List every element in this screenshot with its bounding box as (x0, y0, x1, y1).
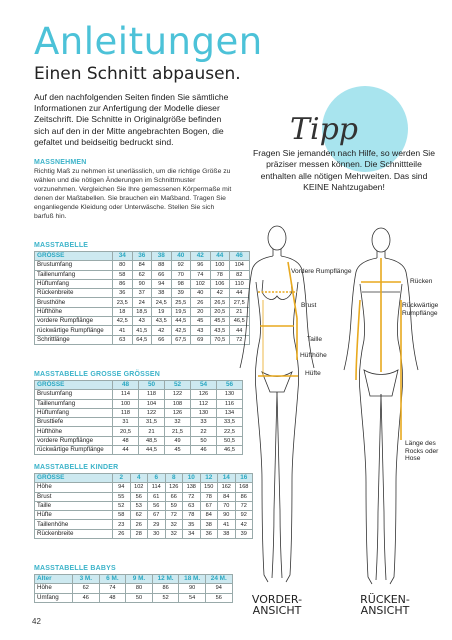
table-row (35, 427, 243, 436)
value-cell: 48 (113, 436, 139, 445)
value-cell: 44 (230, 326, 250, 335)
value-cell: 92 (171, 261, 191, 270)
value-cell: 38 (218, 529, 236, 538)
value-cell: 43,5 (210, 326, 230, 335)
value-cell: 46 (73, 593, 100, 602)
measurement-table (34, 574, 233, 603)
value-cell: 72 (183, 492, 201, 501)
value-cell: 84 (132, 261, 152, 270)
value-cell: 10 (183, 474, 201, 483)
row-label-cell: Hüfte (35, 511, 113, 520)
value-cell: 46,5 (217, 446, 243, 455)
value-cell: 66 (152, 335, 172, 344)
value-cell: 64,5 (132, 335, 152, 344)
table-header-row (35, 381, 243, 390)
value-cell: 80 (126, 584, 153, 593)
value-cell: 78 (200, 492, 218, 501)
front-view-label: VORDER-ANSICHT (251, 593, 303, 617)
value-cell: 62 (130, 511, 148, 520)
value-cell: 20 (191, 307, 211, 316)
value-cell: 44 (230, 289, 250, 298)
value-cell: 32 (165, 418, 191, 427)
value-cell: 36 (200, 529, 218, 538)
value-cell: 46 (230, 252, 250, 261)
value-cell: 42,5 (171, 326, 191, 335)
table-row (35, 501, 253, 510)
label-rueckwaertige-rumpflaenge: Rückwärtige Rumpflänge (402, 302, 439, 317)
value-cell: 67 (148, 511, 166, 520)
measurement-table (34, 251, 250, 345)
value-cell: 26 (191, 298, 211, 307)
value-cell: 18,5 (132, 307, 152, 316)
value-cell: 80 (113, 261, 133, 270)
label-taille: Taille (307, 336, 323, 343)
value-cell: 38 (152, 252, 172, 261)
value-cell: 138 (183, 483, 201, 492)
value-cell: 98 (171, 279, 191, 288)
value-cell: 69 (191, 335, 211, 344)
row-label-cell: vordere Rumpflänge (35, 436, 113, 445)
tipp-word: Tipp (290, 112, 359, 147)
value-cell: 114 (148, 483, 166, 492)
value-cell: 34 (183, 529, 201, 538)
value-cell: 42 (152, 326, 172, 335)
table-row (35, 436, 243, 445)
table-header-row (35, 575, 233, 584)
value-cell: 82 (230, 270, 250, 279)
value-cell: 22 (191, 427, 217, 436)
value-cell: 114 (113, 390, 139, 399)
value-cell: 33 (191, 418, 217, 427)
value-cell: 26 (130, 520, 148, 529)
value-cell: 56 (130, 492, 148, 501)
value-cell: 36 (132, 252, 152, 261)
value-cell: 55 (113, 492, 131, 501)
value-cell: 118 (139, 390, 165, 399)
table-heading: MASSTABELLE GROSSE GRÖSSEN (34, 371, 161, 378)
value-cell: 116 (217, 399, 243, 408)
row-label-cell: Brusthöhe (35, 298, 113, 307)
value-cell: 38 (152, 289, 172, 298)
value-cell: 33,5 (217, 418, 243, 427)
value-cell: 110 (230, 279, 250, 288)
value-cell: 42 (235, 520, 253, 529)
value-cell: 42 (210, 289, 230, 298)
table-header-row (35, 474, 253, 483)
value-cell: 72 (165, 511, 183, 520)
value-cell: 94 (113, 483, 131, 492)
value-cell: 66 (152, 270, 172, 279)
value-cell: 66 (165, 492, 183, 501)
value-cell: 41 (113, 326, 133, 335)
back-view-label: RÜCKEN-ANSICHT (360, 593, 410, 617)
value-cell: 59 (165, 501, 183, 510)
table-row (35, 261, 250, 270)
label-ruecken: Rücken (410, 278, 433, 285)
value-cell: 8 (165, 474, 183, 483)
row-label-cell: Hüftumfang (35, 279, 113, 288)
value-cell: 40 (171, 252, 191, 261)
value-cell: 56 (148, 501, 166, 510)
page-title: Anleitungen (34, 20, 263, 63)
value-cell: 86 (235, 492, 253, 501)
value-cell: 29 (148, 520, 166, 529)
table-header-row (35, 252, 250, 261)
row-label-cell: Umfang (35, 593, 73, 602)
value-cell: 32 (165, 520, 183, 529)
value-cell: 54 (179, 593, 206, 602)
row-label-cell: rückwärtige Rumpflänge (35, 326, 113, 335)
row-label-cell: GRÖSSE (35, 474, 113, 483)
value-cell: 50 (126, 593, 153, 602)
row-label-cell: Taille (35, 501, 113, 510)
page-subtitle: Einen Schnitt abpausen. (34, 64, 241, 84)
value-cell: 42,5 (113, 317, 133, 326)
value-cell: 84 (218, 492, 236, 501)
label-huefthoehe: Hüfthöhe (300, 352, 327, 359)
table-row (35, 593, 233, 602)
row-label-cell: Taillenhöhe (35, 520, 113, 529)
table-row (35, 317, 250, 326)
value-cell: 44,5 (139, 446, 165, 455)
value-cell: 9 M. (126, 575, 153, 584)
value-cell: 2 (113, 474, 131, 483)
row-label-cell: vordere Rumpflänge (35, 317, 113, 326)
value-cell: 26,5 (210, 298, 230, 307)
value-cell: 24 (132, 298, 152, 307)
value-cell: 168 (235, 483, 253, 492)
value-cell: 45 (191, 317, 211, 326)
value-cell: 21 (139, 427, 165, 436)
value-cell: 126 (165, 408, 191, 417)
value-cell: 122 (165, 390, 191, 399)
value-cell: 54 (191, 381, 217, 390)
value-cell: 6 (148, 474, 166, 483)
value-cell: 70 (171, 270, 191, 279)
value-cell: 104 (139, 399, 165, 408)
massnehmen-heading: MASSNEHMEN (34, 159, 87, 166)
table-row (35, 446, 243, 455)
value-cell: 16 (235, 474, 253, 483)
value-cell: 30 (148, 529, 166, 538)
value-cell: 12 (200, 474, 218, 483)
row-label-cell: Höhe (35, 483, 113, 492)
value-cell: 34 (113, 252, 133, 261)
value-cell: 88 (152, 261, 172, 270)
table-row (35, 520, 253, 529)
table-row (35, 326, 250, 335)
value-cell: 25,5 (171, 298, 191, 307)
value-cell: 20,5 (113, 427, 139, 436)
value-cell: 130 (217, 390, 243, 399)
value-cell: 6 M. (99, 575, 126, 584)
value-cell: 56 (217, 381, 243, 390)
table-row (35, 390, 243, 399)
value-cell: 62 (73, 584, 100, 593)
table-row (35, 270, 250, 279)
table-row (35, 511, 253, 520)
value-cell: 63 (183, 501, 201, 510)
table-row (35, 298, 250, 307)
value-cell: 22,5 (217, 427, 243, 436)
value-cell: 44 (210, 252, 230, 261)
value-cell: 94 (152, 279, 172, 288)
value-cell: 78 (210, 270, 230, 279)
value-cell: 21 (230, 307, 250, 316)
table-row (35, 492, 253, 501)
row-label-cell: Rückenbreite (35, 529, 113, 538)
row-label-cell: GRÖSSE (35, 381, 113, 390)
value-cell: 84 (200, 511, 218, 520)
value-cell: 44,5 (171, 317, 191, 326)
value-cell: 50,5 (217, 436, 243, 445)
table-heading: MASSTABELLE BABYS (34, 565, 116, 572)
value-cell: 41,5 (132, 326, 152, 335)
value-cell: 21,5 (165, 427, 191, 436)
value-cell: 96 (191, 261, 211, 270)
value-cell: 67,5 (171, 335, 191, 344)
value-cell: 28 (130, 529, 148, 538)
value-cell: 104 (230, 261, 250, 270)
value-cell: 78 (183, 511, 201, 520)
value-cell: 50 (139, 381, 165, 390)
value-cell: 63 (113, 335, 133, 344)
row-label-cell: Taillenumfang (35, 270, 113, 279)
value-cell: 70,5 (210, 335, 230, 344)
value-cell: 48 (99, 593, 126, 602)
value-cell: 12 M. (152, 575, 179, 584)
table-heading: MASSTABELLE (34, 242, 89, 249)
value-cell: 35 (183, 520, 201, 529)
value-cell: 14 (218, 474, 236, 483)
value-cell: 122 (139, 408, 165, 417)
value-cell: 3 M. (73, 575, 100, 584)
value-cell: 45 (165, 446, 191, 455)
value-cell: 23 (113, 520, 131, 529)
value-cell: 162 (218, 483, 236, 492)
value-cell: 18 M. (179, 575, 206, 584)
value-cell: 70 (218, 501, 236, 510)
label-rocklaenge: Länge des Rocks oder Hose (405, 440, 439, 463)
value-cell: 53 (130, 501, 148, 510)
value-cell: 61 (148, 492, 166, 501)
value-cell: 52 (113, 501, 131, 510)
value-cell: 43 (132, 317, 152, 326)
value-cell: 67 (200, 501, 218, 510)
value-cell: 23,5 (113, 298, 133, 307)
value-cell: 50 (191, 436, 217, 445)
value-cell: 112 (191, 399, 217, 408)
row-label-cell: Brustumfang (35, 261, 113, 270)
table-row (35, 335, 250, 344)
value-cell: 100 (113, 399, 139, 408)
value-cell: 39 (235, 529, 253, 538)
value-cell: 126 (165, 483, 183, 492)
value-cell: 39 (171, 289, 191, 298)
value-cell: 130 (191, 408, 217, 417)
row-label-cell: Höhe (35, 584, 73, 593)
value-cell: 108 (165, 399, 191, 408)
value-cell: 42 (191, 252, 211, 261)
value-cell: 52 (165, 381, 191, 390)
row-label-cell: Schrittlänge (35, 335, 113, 344)
row-label-cell: Hüfthöhe (35, 427, 113, 436)
value-cell: 90 (179, 584, 206, 593)
value-cell: 41 (218, 520, 236, 529)
value-cell: 56 (205, 593, 232, 602)
value-cell: 74 (191, 270, 211, 279)
intro-paragraph: Auf den nachfolgenden Seiten finden Sie sämtliche Informationen zur Anfertigung der Modelle dieser Zeitschrift. Die Schnitte in Originalgröße befinden sich auf den in der Mitte angebrachten Bogen, die gefaltet und beidseitig bedruckt sind. (34, 92, 229, 147)
row-label-cell: Alter (35, 575, 73, 584)
table-row (35, 483, 253, 492)
label-huefte: Hüfte (305, 370, 321, 377)
table-row (35, 584, 233, 593)
table-row (35, 408, 243, 417)
value-cell: 26 (113, 529, 131, 538)
value-cell: 90 (218, 511, 236, 520)
measurement-table (34, 380, 243, 455)
value-cell: 62 (132, 270, 152, 279)
table-row (35, 289, 250, 298)
value-cell: 134 (217, 408, 243, 417)
row-label-cell: Brustumfang (35, 390, 113, 399)
label-brust: Brust (301, 302, 317, 309)
page-number: 42 (32, 617, 41, 626)
value-cell: 126 (191, 390, 217, 399)
value-cell: 4 (130, 474, 148, 483)
massnehmen-text: Richtig Maß zu nehmen ist unerlässlich, um die richtige Größe zu wählen und die nötigen Änderungen im Schnittmuster vorzunehmen. Vergleichen Sie Ihre gemessenen Körpermaße mit denen der Maßtabellen. Sie brauchen ein Maßband. Tragen Sie enganliegende Kleidung oder Unterwäsche. Stellen Sie sich barfuß hin. (34, 168, 232, 220)
value-cell: 38 (200, 520, 218, 529)
value-cell: 92 (235, 511, 253, 520)
value-cell: 24 M. (205, 575, 232, 584)
table-row (35, 529, 253, 538)
value-cell: 102 (191, 279, 211, 288)
row-label-cell: Brusttiefe (35, 418, 113, 427)
value-cell: 118 (113, 408, 139, 417)
row-label-cell: Brust (35, 492, 113, 501)
value-cell: 48,5 (139, 436, 165, 445)
value-cell: 43,5 (152, 317, 172, 326)
value-cell: 90 (132, 279, 152, 288)
value-cell: 106 (210, 279, 230, 288)
value-cell: 48 (113, 381, 139, 390)
tipp-text: Fragen Sie jemanden nach Hilfe, so werden Sie präziser messen können. Die Schnittteile enthalten alle nötigen Mehrweiten. Das sind KEINE Nahtzugaben! (252, 148, 435, 192)
value-cell: 20,5 (210, 307, 230, 316)
value-cell: 52 (152, 593, 179, 602)
row-label-cell: Rückenbreite (35, 289, 113, 298)
table-row (35, 279, 250, 288)
value-cell: 36 (113, 289, 133, 298)
value-cell: 18 (113, 307, 133, 316)
value-cell: 37 (132, 289, 152, 298)
value-cell: 58 (113, 270, 133, 279)
value-cell: 44 (113, 446, 139, 455)
value-cell: 31,5 (139, 418, 165, 427)
value-cell: 94 (205, 584, 232, 593)
value-cell: 74 (99, 584, 126, 593)
value-cell: 46 (191, 446, 217, 455)
value-cell: 45,5 (210, 317, 230, 326)
value-cell: 40 (191, 289, 211, 298)
row-label-cell: rückwärtige Rumpflänge (35, 446, 113, 455)
value-cell: 72 (235, 501, 253, 510)
value-cell: 102 (130, 483, 148, 492)
table-row (35, 418, 243, 427)
value-cell: 46,5 (230, 317, 250, 326)
value-cell: 150 (200, 483, 218, 492)
value-cell: 86 (113, 279, 133, 288)
value-cell: 58 (113, 511, 131, 520)
label-vordere-rumpflaenge: Vordere Rumpflänge (291, 268, 352, 275)
value-cell: 19,5 (171, 307, 191, 316)
table-row (35, 307, 250, 316)
value-cell: 24,5 (152, 298, 172, 307)
row-label-cell: Hüfthöhe (35, 307, 113, 316)
value-cell: 43 (191, 326, 211, 335)
value-cell: 86 (152, 584, 179, 593)
value-cell: 49 (165, 436, 191, 445)
value-cell: 32 (165, 529, 183, 538)
row-label-cell: Taillenumfang (35, 399, 113, 408)
value-cell: 31 (113, 418, 139, 427)
value-cell: 27,5 (230, 298, 250, 307)
value-cell: 72 (230, 335, 250, 344)
table-heading: MASSTABELLE KINDER (34, 464, 119, 471)
row-label-cell: GRÖSSE (35, 252, 113, 261)
value-cell: 19 (152, 307, 172, 316)
measurement-table (34, 473, 253, 539)
table-row (35, 399, 243, 408)
value-cell: 100 (210, 261, 230, 270)
row-label-cell: Hüftumfang (35, 408, 113, 417)
